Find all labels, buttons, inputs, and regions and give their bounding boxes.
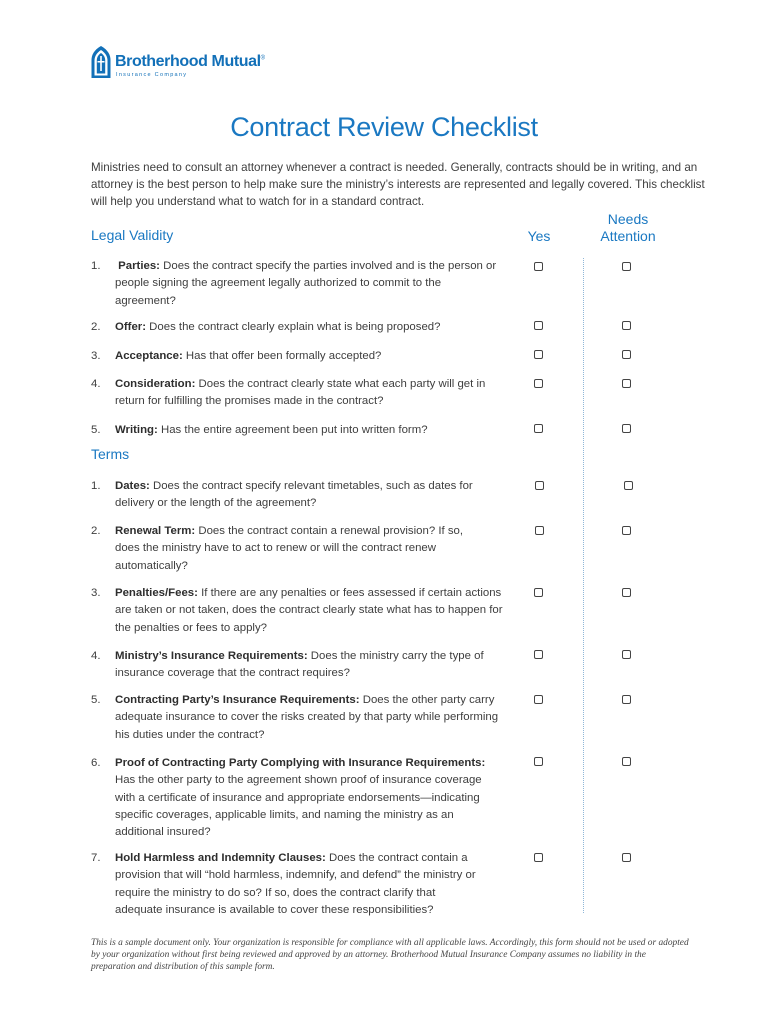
yes-checkbox[interactable] (534, 424, 543, 433)
item-label: Offer: (115, 321, 147, 333)
section-heading-terms: Terms (91, 446, 130, 462)
column-header-yes: Yes (527, 228, 551, 244)
item-number: 1. (91, 480, 101, 492)
item-number: 3. (91, 587, 101, 599)
item-description: Does the other party carry adequate insurance to cover the risks created by that party while performing his duties under the contract? (115, 694, 499, 741)
item-description: Does the ministry carry the type of insurance coverage that the contract requires? (115, 650, 484, 680)
yes-checkbox[interactable] (534, 695, 543, 704)
item-description: Has the entire agreement been put into written form? (157, 424, 428, 436)
item-description: Does the contract contain a provision that will “hold harmless, indemnify, and defend” the ministry or require the ministry to do so? If so, does the contract clarify that adequate insurance is available to cover these responsibilities? (115, 852, 476, 916)
item-text (115, 850, 485, 919)
logo-subtitle: Insurance Company (116, 72, 188, 78)
needs-attention-checkbox[interactable] (622, 526, 631, 535)
needs-attention-checkbox[interactable] (622, 379, 631, 388)
item-description: Has that offer been formally accepted? (182, 350, 382, 362)
item-label: Dates: (115, 480, 150, 492)
needs-line: Needs (607, 211, 649, 227)
item-text (115, 422, 505, 439)
item-label: Penalties/Fees: (115, 587, 198, 599)
item-text (115, 585, 505, 637)
column-header-needs-attention (588, 211, 668, 245)
item-number: 4. (91, 378, 101, 390)
item-number: 5. (91, 694, 101, 706)
item-text (115, 376, 505, 411)
yes-checkbox[interactable] (534, 588, 543, 597)
church-window-logo-icon (90, 45, 112, 79)
needs-attention-checkbox[interactable] (622, 650, 631, 659)
item-label: Hold Harmless and Indemnity Clauses: (115, 852, 326, 864)
item-label: Renewal Term: (115, 525, 196, 537)
item-label: Writing: (115, 424, 158, 436)
item-text (115, 692, 505, 744)
item-description: Has the other party to the agreement shown proof of insurance coverage with a certificate of insurance and appropriate endorsements—indicating specific coverages, applicable limits, and naming the ministry as an additional insured? (115, 774, 482, 839)
column-divider (583, 258, 584, 913)
disclaimer: This is a sample document only. Your organization is responsible for compliance with all applicable laws. Accordingly, this form should not be used or adopted by your organization without first being reviewed and approved by an attorney. Brotherhood Mutual Insurance Company assumes no liability in the preparation and distribution of this sample form. (91, 938, 689, 973)
item-label: Contracting Party’s Insurance Requirements: (115, 694, 360, 706)
item-text (115, 258, 505, 310)
item-text (115, 348, 505, 365)
yes-checkbox[interactable] (534, 262, 543, 271)
item-number: 3. (91, 350, 101, 362)
intro-paragraph: Ministries need to consult an attorney whenever a contract is needed. Generally, contracts should be in writing, and an attorney is the best person to help make sure the ministry’s interests are represented and legally covered. This checklist will help you understand what to watch for in a standard contract. (91, 161, 705, 208)
item-description: Does the contract clearly state what each party will get in return for fulfilling the promises made in the contract? (115, 378, 486, 408)
item-number: 2. (91, 525, 101, 537)
item-description: Does the contract specify relevant timetables, such as dates for delivery or the length of the agreement? (115, 480, 473, 510)
item-description: Does the contract contain a renewal provision? If so, does the ministry have to act to renew or will the contract renew automatically? (115, 525, 464, 572)
yes-checkbox[interactable] (535, 526, 544, 535)
item-text (115, 755, 505, 841)
item-number: 6. (91, 757, 101, 769)
yes-checkbox[interactable] (534, 650, 543, 659)
item-text (115, 319, 505, 336)
brotherhood-mutual-logo (90, 45, 310, 85)
logo-name: Brotherhood Mutual® (115, 53, 265, 70)
item-description: Does the contract specify the parties involved and is the person or people signing the agreement legally authorized to commit to the agreement? (115, 260, 497, 307)
item-number: 2. (91, 321, 101, 333)
yes-checkbox[interactable] (534, 350, 543, 359)
item-text (115, 478, 505, 513)
yes-checkbox[interactable] (535, 481, 544, 490)
needs-attention-checkbox[interactable] (622, 321, 631, 330)
item-number: 1. (91, 260, 101, 272)
attention-line: Attention (600, 228, 656, 244)
page-title: Contract Review Checklist (230, 112, 538, 142)
item-label: Parties: (118, 260, 160, 272)
needs-attention-checkbox[interactable] (622, 424, 631, 433)
item-number: 4. (91, 650, 101, 662)
yes-checkbox[interactable] (534, 321, 543, 330)
item-label: Proof of Contracting Party Complying with Insurance Requirements: (115, 757, 486, 769)
item-number: 7. (91, 852, 101, 864)
item-label: Consideration: (115, 378, 196, 390)
registered-mark: ® (260, 55, 265, 62)
item-label: Ministry’s Insurance Requirements: (115, 650, 308, 662)
item-number: 5. (91, 424, 101, 436)
needs-attention-checkbox[interactable] (622, 350, 631, 359)
item-description: If there are any penalties or fees assessed if certain actions are taken or not taken, does the contract clearly state what has to happen for the penalties or fees to apply? (115, 587, 503, 634)
item-label: Acceptance: (115, 350, 183, 362)
needs-attention-checkbox[interactable] (622, 695, 631, 704)
needs-attention-checkbox[interactable] (622, 853, 631, 862)
item-description: Does the contract clearly explain what is being proposed? (146, 321, 441, 333)
item-text (115, 648, 505, 683)
item-text (115, 523, 465, 575)
yes-checkbox[interactable] (534, 379, 543, 388)
section-heading-legal-validity: Legal Validity (91, 227, 174, 243)
needs-attention-checkbox[interactable] (622, 588, 631, 597)
yes-checkbox[interactable] (534, 757, 543, 766)
needs-attention-checkbox[interactable] (622, 262, 631, 271)
yes-checkbox[interactable] (534, 853, 543, 862)
needs-attention-checkbox[interactable] (622, 757, 631, 766)
needs-attention-checkbox[interactable] (624, 481, 633, 490)
